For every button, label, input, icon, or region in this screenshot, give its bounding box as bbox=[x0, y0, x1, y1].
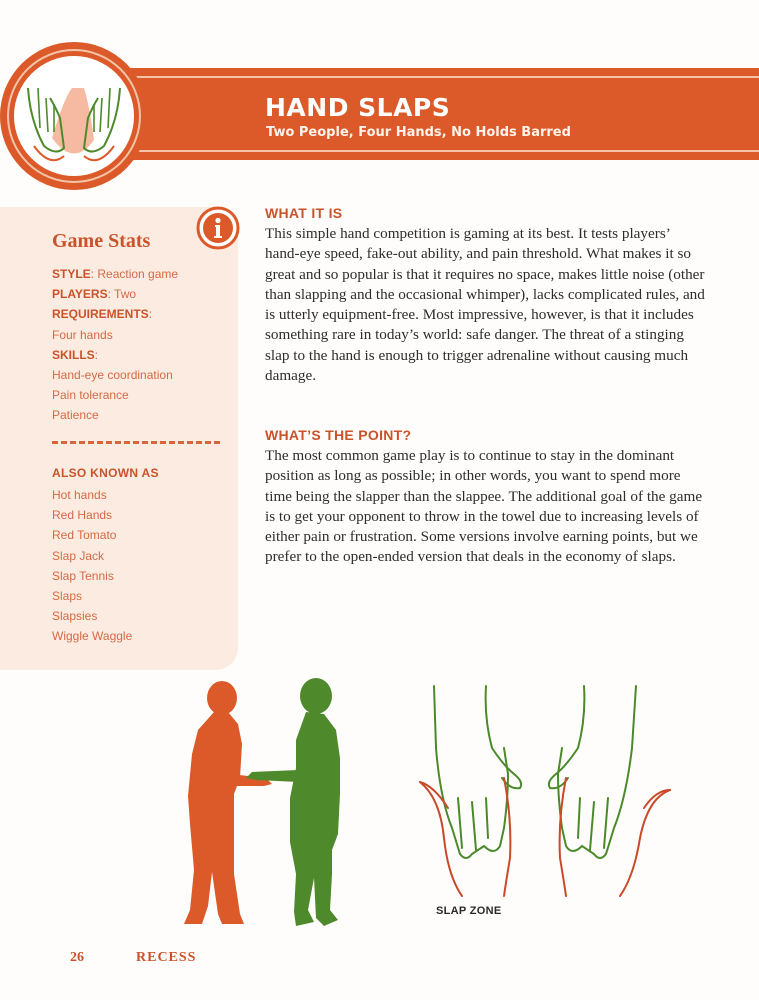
hands-slap-zone-illustration bbox=[400, 678, 690, 900]
stat-style: STYLE: Reaction game bbox=[52, 267, 179, 281]
banner-stripe-bottom bbox=[70, 150, 759, 152]
stat-requirements: REQUIREMENTS: bbox=[52, 307, 153, 322]
page-number: 26 bbox=[70, 950, 84, 965]
page-title: HAND SLAPS bbox=[265, 93, 451, 122]
stat-skill-item: Pain tolerance bbox=[52, 388, 129, 403]
orange-kid-silhouette bbox=[184, 681, 272, 924]
top-hands-outline bbox=[434, 686, 636, 858]
aka-item: Slapsies bbox=[52, 609, 98, 624]
green-kid-silhouette bbox=[246, 678, 340, 926]
hands-medallion-icon bbox=[0, 28, 154, 198]
section-heading-whats-the-point: WHAT’S THE POINT? bbox=[265, 427, 412, 443]
game-stats-list bbox=[52, 264, 232, 426]
stat-requirements-value: Four hands bbox=[52, 327, 113, 342]
aka-item: Wiggle Waggle bbox=[52, 629, 133, 644]
sidebar-divider bbox=[52, 441, 220, 444]
aka-item: Red Hands bbox=[52, 508, 113, 523]
section-body-whats-the-point: The most common game play is to continue to stay in the dominant position as long as possible; in other words, you want to spend more time being the slapper than the slappee. The additional goal of the game is to get your opponent to throw in the towel due to increasing levels of either pain or frustration. Some versions involve earning points, but we prefer to the open-ended version that deals in the economy of slaps. bbox=[265, 447, 703, 566]
section-heading-what-it-is: WHAT IT IS bbox=[265, 205, 343, 221]
aka-item: Slap Jack bbox=[52, 548, 105, 563]
also-known-as-heading: ALSO KNOWN AS bbox=[52, 466, 159, 480]
aka-item: Hot hands bbox=[52, 488, 107, 502]
section-body-what-it-is: This simple hand competition is gaming at its best. It tests players’ hand-eye speed, fake-out ability, and pain threshold. What makes it so great and so popular is that it requires no space, makes little noise (other than slapping and the occasional whimper), lacks complicated rules, and is utterly equipment-free. Most impressive, however, is that it includes something rare in today’s world: safe danger. The threat of a stinging slap to the hand is enough to trigger adrenaline without causing much damage. bbox=[265, 225, 705, 385]
game-stats-title: Game Stats bbox=[52, 230, 151, 252]
aka-item: Slap Tennis bbox=[52, 568, 114, 583]
aka-item: Red Tomato bbox=[52, 528, 117, 543]
stat-players: PLAYERS: Two bbox=[52, 287, 137, 302]
bottom-hands-outline bbox=[420, 778, 670, 896]
stat-skill-item: Patience bbox=[52, 408, 99, 423]
slap-zone-caption: SLAP ZONE bbox=[436, 905, 502, 917]
running-head: RECESS bbox=[136, 950, 197, 965]
info-icon bbox=[196, 206, 240, 250]
aka-item: Slaps bbox=[52, 589, 83, 604]
page-subtitle: Two People, Four Hands, No Holds Barred bbox=[266, 125, 571, 140]
kids-slapping-illustration bbox=[168, 674, 378, 932]
stat-skills: SKILLS: bbox=[52, 347, 99, 362]
also-known-as-list bbox=[52, 485, 132, 647]
stat-skill-item: Hand-eye coordination bbox=[52, 368, 173, 383]
banner-stripe-top bbox=[70, 76, 759, 78]
